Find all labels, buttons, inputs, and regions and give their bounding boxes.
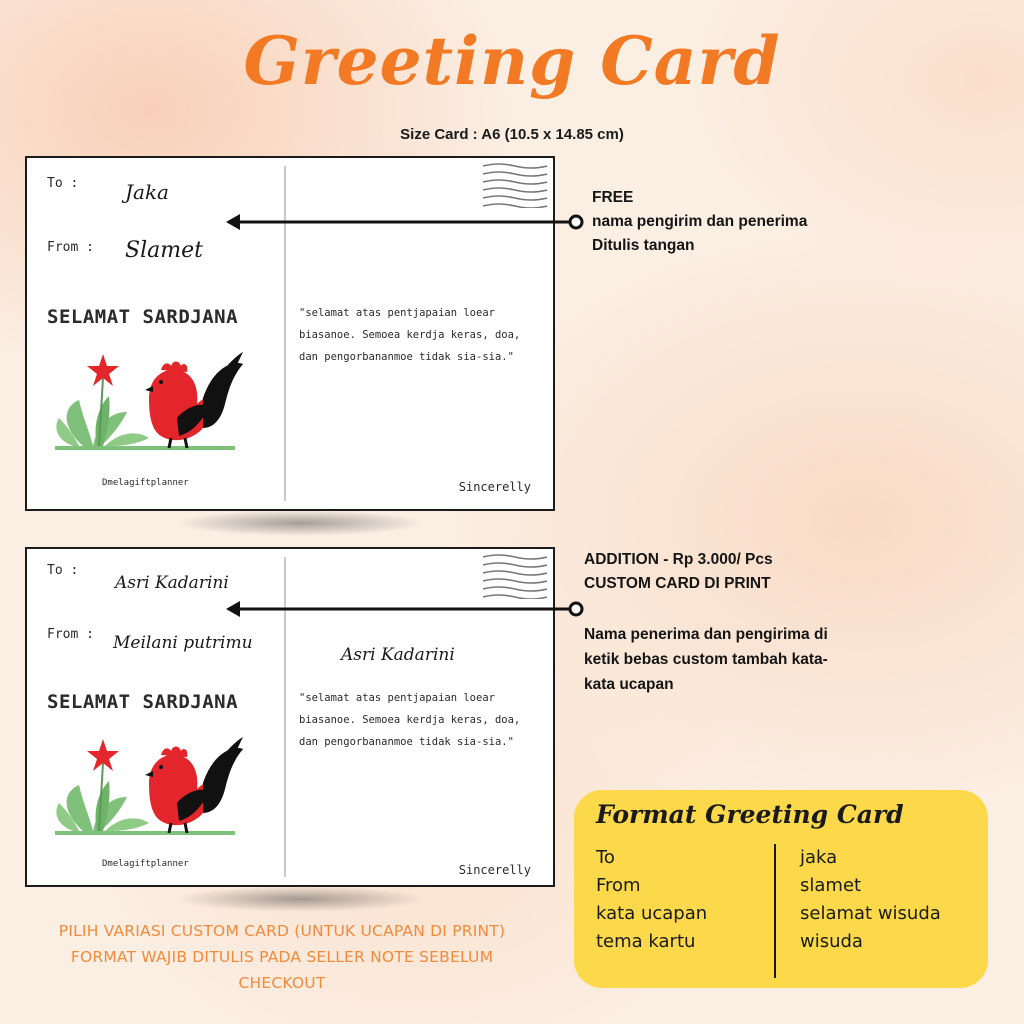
callout-free-title: FREE bbox=[592, 189, 634, 206]
to-label: To : bbox=[47, 563, 79, 578]
sincerely-label: Sincerelly bbox=[458, 480, 531, 494]
sincerely-label: Sincerelly bbox=[458, 863, 531, 877]
custom-card-note bbox=[0, 918, 564, 996]
note-line: PILIH VARIASI CUSTOM CARD (UNTUK UCAPAN DI PRINT) bbox=[58, 922, 506, 940]
from-label: From : bbox=[47, 627, 94, 642]
format-label: kata ucapan bbox=[596, 903, 708, 924]
format-value: wisuda bbox=[800, 931, 863, 952]
format-divider bbox=[774, 844, 776, 978]
callout-addition-desc bbox=[584, 622, 828, 697]
format-labels bbox=[596, 844, 707, 956]
page-title: Greeting Card bbox=[243, 22, 781, 100]
callout-addition-line: kata ucapan bbox=[584, 676, 674, 693]
brand-label: Dmelagiftplanner bbox=[102, 859, 189, 869]
arrow-left-icon bbox=[224, 594, 586, 624]
card-headline: SELAMAT SARDJANA bbox=[47, 306, 239, 328]
callout-addition-line: ketik bebas custom tambah kata- bbox=[584, 651, 828, 668]
rooster-illustration bbox=[53, 348, 243, 458]
from-label: From : bbox=[47, 240, 94, 255]
callout-addition-price: ADDITION - Rp 3.000/ Pcs bbox=[584, 551, 773, 568]
format-value: slamet bbox=[800, 875, 862, 896]
card-shadow bbox=[175, 886, 425, 912]
format-label: From bbox=[596, 875, 641, 896]
callout-addition-line: Nama penerima dan pengirima di bbox=[584, 626, 828, 643]
card-message: "selamat atas pentjapaian loear biasanoe. Semoea kerdja keras, doa, dan pengorbananmoe tidak sia-sia." bbox=[299, 307, 521, 363]
callout-addition-title: CUSTOM CARD DI PRINT bbox=[584, 575, 771, 592]
format-greeting-card-box bbox=[574, 790, 988, 988]
card-headline: SELAMAT SARDJANA bbox=[47, 691, 239, 713]
callout-free-line: Ditulis tangan bbox=[592, 237, 695, 254]
card-message: "selamat atas pentjapaian loear biasanoe. Semoea kerdja keras, doa, dan pengorbananmoe tidak sia-sia." bbox=[299, 692, 521, 748]
format-value: selamat wisuda bbox=[800, 903, 941, 924]
postage-stamp-lines-icon bbox=[481, 160, 547, 208]
format-label: tema kartu bbox=[596, 931, 696, 952]
format-label: To bbox=[596, 847, 615, 868]
from-name-handwritten: Slamet bbox=[125, 238, 203, 263]
format-value: jaka bbox=[800, 847, 838, 868]
card-size-label: Size Card : A6 (10.5 x 14.85 cm) bbox=[400, 126, 624, 143]
note-line: CHECKOUT bbox=[238, 974, 326, 992]
format-title: Format Greeting Card bbox=[596, 800, 904, 829]
from-name-printed: Meilani putrimu bbox=[113, 633, 253, 653]
card-shadow bbox=[175, 510, 425, 536]
format-values bbox=[800, 844, 941, 956]
to-name-handwritten: Jaka bbox=[125, 180, 169, 204]
callout-free-line: nama pengirim dan penerima bbox=[592, 213, 808, 230]
to-name-printed: Asri Kadarini bbox=[115, 573, 229, 593]
to-label: To : bbox=[47, 176, 79, 191]
rooster-illustration bbox=[53, 733, 243, 843]
recipient-printed: Asri Kadarini bbox=[341, 645, 455, 665]
postage-stamp-lines-icon bbox=[481, 551, 547, 599]
arrow-left-icon bbox=[224, 207, 586, 237]
note-line: FORMAT WAJIB DITULIS PADA SELLER NOTE SEBELUM bbox=[70, 948, 494, 966]
brand-label: Dmelagiftplanner bbox=[102, 478, 189, 488]
callout-free bbox=[592, 186, 807, 258]
callout-addition bbox=[584, 548, 773, 596]
